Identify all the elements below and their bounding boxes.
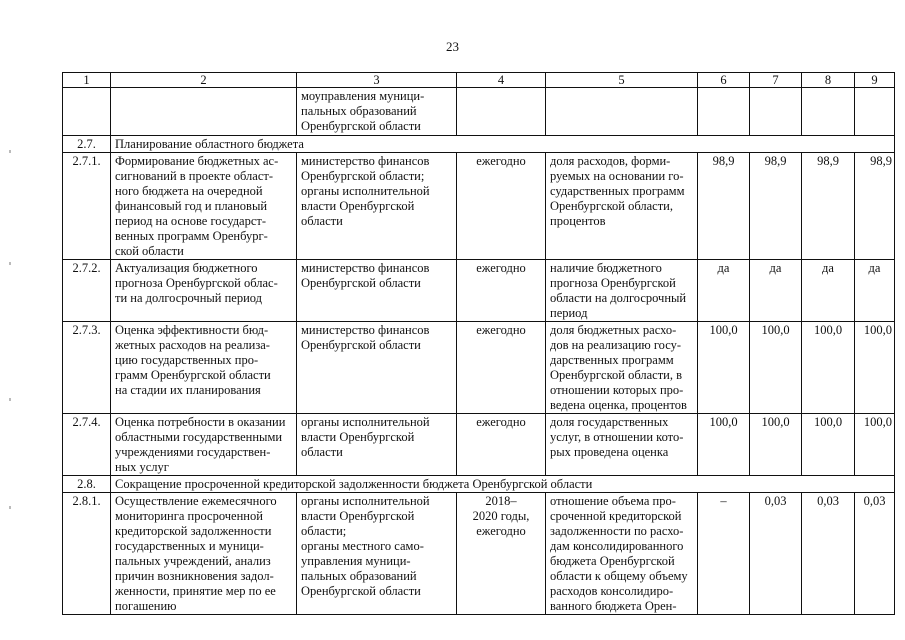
cell-value: да <box>855 260 895 322</box>
text-line: области; <box>301 524 347 538</box>
text-line: министерство финансов <box>301 323 430 337</box>
cell-value: 98,9 <box>855 153 895 260</box>
text-line: отношении которых про- <box>550 383 684 397</box>
text-line: женности, принятие мер по ее <box>115 584 276 598</box>
text-line: Оренбургской области <box>301 119 421 133</box>
cell-executor <box>297 260 457 322</box>
column-header: 9 <box>855 73 895 88</box>
text-line: сроченной кредиторской <box>550 509 682 523</box>
cell-value: 98,9 <box>698 153 750 260</box>
cell-measure <box>111 493 297 615</box>
cell-value: да <box>802 260 855 322</box>
cell-empty <box>111 88 297 136</box>
text-line: ежегодно <box>476 323 526 337</box>
text-line: Оренбургской области; <box>301 169 425 183</box>
plan-table <box>62 72 895 615</box>
column-header: 8 <box>802 73 855 88</box>
text-line: власти Оренбургской <box>301 430 415 444</box>
text-line: власти Оренбургской <box>301 199 415 213</box>
row-number: 2.7.2. <box>63 260 111 322</box>
table-row <box>63 153 895 260</box>
table-row <box>63 414 895 476</box>
page-number: 23 <box>446 39 459 54</box>
cell-measure <box>111 260 297 322</box>
cell-indicator <box>546 322 698 414</box>
text-line: органы исполнительной <box>301 184 430 198</box>
cell-empty <box>698 88 750 136</box>
cell-indicator <box>546 414 698 476</box>
cell-value: 100,0 <box>698 414 750 476</box>
text-line: моуправления муници- <box>301 89 425 103</box>
cell-period <box>457 322 546 414</box>
text-line: ного бюджета на очередной <box>115 184 263 198</box>
text-line: власти Оренбургской <box>301 509 415 523</box>
cell-value: 100,0 <box>802 322 855 414</box>
section-number: 2.7. <box>63 136 111 153</box>
text-line: грамм Оренбургской области <box>115 368 271 382</box>
text-line: цию государственных про- <box>115 353 259 367</box>
cell-value: 98,9 <box>802 153 855 260</box>
cell-empty <box>802 88 855 136</box>
text-line: сударственных программ <box>550 184 685 198</box>
cell-empty <box>457 88 546 136</box>
text-line: задолженности по расхо- <box>550 524 684 538</box>
cell-measure <box>111 153 297 260</box>
text-line: области к общему объему <box>550 569 688 583</box>
text-line: Оренбургской области <box>301 584 421 598</box>
continuation-row <box>63 88 895 136</box>
text-line: Оценка потребности в оказании <box>115 415 286 429</box>
text-line: прогноза Оренбургской облас- <box>115 276 278 290</box>
text-line: доля государственных <box>550 415 669 429</box>
section-title: Планирование областного бюджета <box>111 136 895 153</box>
cell-empty <box>546 88 698 136</box>
text-line: Оренбургской области <box>301 338 421 352</box>
cell-period <box>457 493 546 615</box>
text-line: органы исполнительной <box>301 415 430 429</box>
cell-indicator <box>546 493 698 615</box>
text-line: доля бюджетных расхо- <box>550 323 677 337</box>
text-line: 2018– <box>485 494 517 508</box>
cell-measure <box>111 322 297 414</box>
text-line: Актуализация бюджетного <box>115 261 258 275</box>
table-row <box>63 493 895 615</box>
row-number: 2.7.1. <box>63 153 111 260</box>
text-line: ных услуг <box>115 460 169 474</box>
text-line: министерство финансов <box>301 261 430 275</box>
cell-measure <box>111 414 297 476</box>
text-line: управления муници- <box>301 554 411 568</box>
text-line: Оренбургской области <box>301 276 421 290</box>
cell-value: да <box>750 260 802 322</box>
column-header: 5 <box>546 73 698 88</box>
row-number: 2.7.4. <box>63 414 111 476</box>
section-row <box>63 476 895 493</box>
text-line: причин возникновения задол- <box>115 569 274 583</box>
row-number: 2.8.1. <box>63 493 111 615</box>
section-title: Сокращение просроченной кредиторской задолженности бюджета Оренбургской области <box>111 476 895 493</box>
margin-mark <box>9 150 11 153</box>
column-header: 4 <box>457 73 546 88</box>
cell-executor <box>297 493 457 615</box>
cell-empty <box>855 88 895 136</box>
text-line: венных программ Оренбург- <box>115 229 268 243</box>
text-line: процентов <box>550 214 606 228</box>
text-line: области <box>301 445 343 459</box>
text-line: пальных образований <box>301 104 417 118</box>
text-line: государственных и муници- <box>115 539 264 553</box>
column-header: 7 <box>750 73 802 88</box>
column-header: 6 <box>698 73 750 88</box>
text-line: дам консолидированного <box>550 539 684 553</box>
text-line: период <box>550 306 588 320</box>
text-line: ведена оценка, процентов <box>550 398 687 412</box>
text-line: Формирование бюджетных ас- <box>115 154 279 168</box>
text-line: органы исполнительной <box>301 494 430 508</box>
cell-value: 100,0 <box>698 322 750 414</box>
margin-mark <box>9 398 11 401</box>
text-line: сигнований в проекте област- <box>115 169 274 183</box>
text-line: бюджета Оренбургской <box>550 554 675 568</box>
text-line: доля расходов, форми- <box>550 154 671 168</box>
text-line: ти на долгосрочный период <box>115 291 263 305</box>
column-header: 2 <box>111 73 297 88</box>
text-line: ежегодно <box>476 415 526 429</box>
text-line: руемых на основании го- <box>550 169 684 183</box>
margin-mark <box>9 506 11 509</box>
cell-value: 100,0 <box>855 414 895 476</box>
table-row <box>63 322 895 414</box>
text-line: ежегодно <box>476 154 526 168</box>
cell-value: 100,0 <box>750 322 802 414</box>
cell-executor <box>297 414 457 476</box>
text-line: кредиторской задолженности <box>115 524 272 538</box>
margin-mark <box>9 262 11 265</box>
cell-period <box>457 153 546 260</box>
text-line: мониторинга просроченной <box>115 509 263 523</box>
text-line: рых проведена оценка <box>550 445 669 459</box>
cell-period <box>457 260 546 322</box>
text-line: области <box>301 214 343 228</box>
table-row <box>63 260 895 322</box>
text-line: Оценка эффективности бюд- <box>115 323 269 337</box>
text-line: ской области <box>115 244 184 258</box>
cell-value: 98,9 <box>750 153 802 260</box>
text-line: отношение объема про- <box>550 494 676 508</box>
text-line: учреждениями государствен- <box>115 445 271 459</box>
text-line: ежегодно <box>476 261 526 275</box>
cell-executor <box>297 88 457 136</box>
text-line: дарственных программ <box>550 353 674 367</box>
column-header: 3 <box>297 73 457 88</box>
cell-value: 0,03 <box>802 493 855 615</box>
cell-indicator <box>546 153 698 260</box>
column-header: 1 <box>63 73 111 88</box>
cell-value: да <box>698 260 750 322</box>
cell-period <box>457 414 546 476</box>
text-line: дов на реализацию госу- <box>550 338 682 352</box>
text-line: прогноза Оренбургской <box>550 276 676 290</box>
text-line: ванного бюджета Орен- <box>550 599 677 613</box>
text-line: финансовый год и плановый <box>115 199 268 213</box>
cell-empty <box>63 88 111 136</box>
cell-value: 100,0 <box>802 414 855 476</box>
cell-executor <box>297 322 457 414</box>
cell-value: – <box>698 493 750 615</box>
text-line: жетных расходов на реализа- <box>115 338 270 352</box>
text-line: органы местного само- <box>301 539 424 553</box>
text-line: период на основе государст- <box>115 214 267 228</box>
cell-value: 0,03 <box>750 493 802 615</box>
text-line: 2020 годы, <box>472 509 530 523</box>
text-line: областными государственными <box>115 430 283 444</box>
cell-empty <box>750 88 802 136</box>
text-line: области на долгосрочный <box>550 291 687 305</box>
text-line: министерство финансов <box>301 154 430 168</box>
cell-value: 100,0 <box>750 414 802 476</box>
text-line: Осуществление ежемесячного <box>115 494 277 508</box>
text-line: пальных образований <box>301 569 417 583</box>
column-header-row <box>63 73 895 88</box>
section-number: 2.8. <box>63 476 111 493</box>
text-line: пальных учреждений, анализ <box>115 554 271 568</box>
section-row <box>63 136 895 153</box>
cell-executor <box>297 153 457 260</box>
cell-value: 0,03 <box>855 493 895 615</box>
text-line: на стадии их планирования <box>115 383 261 397</box>
cell-value: 100,0 <box>855 322 895 414</box>
text-line: погашению <box>115 599 177 613</box>
text-line: наличие бюджетного <box>550 261 662 275</box>
text-line: Оренбургской области, в <box>550 368 683 382</box>
text-line: Оренбургской области, <box>550 199 673 213</box>
row-number: 2.7.3. <box>63 322 111 414</box>
cell-indicator <box>546 260 698 322</box>
text-line: услуг, в отношении кото- <box>550 430 684 444</box>
text-line: ежегодно <box>476 524 526 538</box>
text-line: расходов консолидиро- <box>550 584 674 598</box>
